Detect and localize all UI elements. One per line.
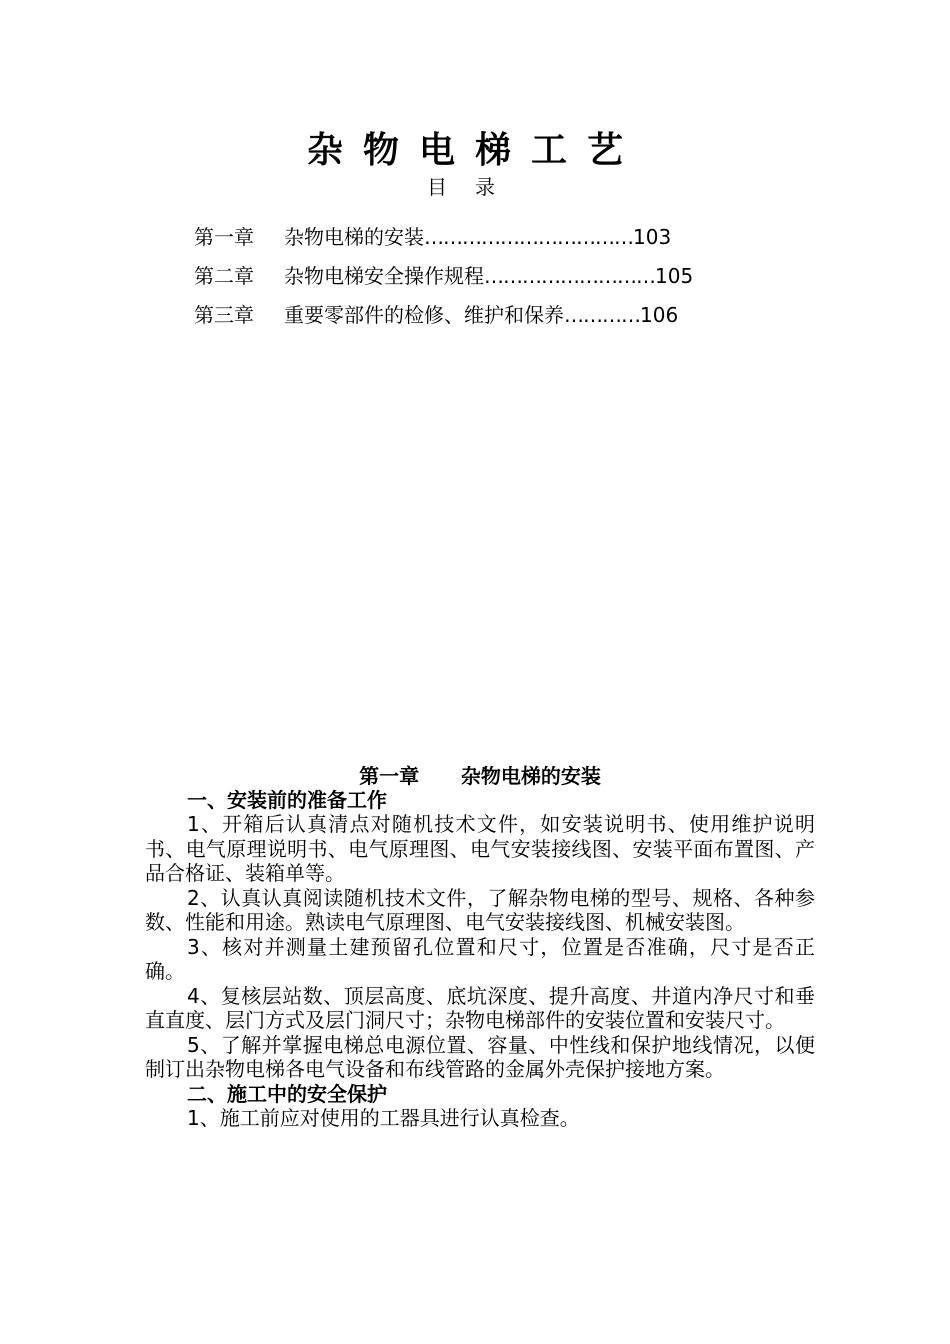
toc-heading: 目录 (427, 175, 523, 199)
chapter-content (145, 764, 815, 1130)
paragraph: 2、认真认真阅读随机技术文件，了解杂物电梯的型号、规格、各种参数、性能和用途。熟读电气原理图、电气安装接线图、机械安装图。 (145, 885, 815, 934)
toc-chapter-title: 杂物电梯安全操作规程 (284, 264, 484, 288)
toc-entry (194, 224, 671, 250)
paragraph: 4、复核层站数、顶层高度、底坑深度、提升高度、井道内净尺寸和垂直直度、层门方式及层门洞尺寸；杂物电梯部件的安装位置和安装尺寸。 (145, 983, 815, 1032)
toc-chapter-number: 第三章 (194, 303, 254, 327)
paragraph: 1、开箱后认真清点对随机技术文件，如安装说明书、使用维护说明书、电气原理说明书、电气原理图、电气安装接线图、安装平面布置图、产品合格证、装箱单等。 (145, 812, 815, 885)
paragraph: 5、了解并掌握电梯总电源位置、容量、中性线和保护地线情况，以便制订出杂物电梯各电气设备和布线管路的金属外壳保护接地方案。 (145, 1032, 815, 1081)
paragraph: 1、施工前应对使用的工器具进行认真检查。 (187, 1105, 580, 1130)
section-heading: 一、安装前的准备工作 (187, 788, 387, 812)
toc-entry (194, 302, 678, 328)
toc-leader-dots: …………………………… (424, 225, 633, 249)
toc-chapter-number: 第二章 (194, 264, 254, 288)
section-heading: 二、施工中的安全保护 (187, 1081, 387, 1106)
chapter-title: 第一章 杂物电梯的安装 (359, 764, 601, 788)
toc-leader-dots: ……………………… (484, 264, 655, 288)
toc-entry (194, 263, 693, 289)
toc-leader-dots: ………… (564, 303, 640, 327)
toc-chapter-number: 第一章 (194, 225, 254, 249)
paragraph: 3、核对并测量土建预留孔位置和尺寸，位置是否准确，尺寸是否正确。 (145, 934, 815, 983)
page-title: 杂物电梯工艺 (306, 129, 643, 171)
toc-chapter-title: 重要零部件的检修、维护和保养 (284, 303, 564, 327)
toc-page-number: 106 (640, 303, 679, 327)
toc-page-number: 103 (633, 225, 672, 249)
toc-page-number: 105 (655, 264, 694, 288)
toc-chapter-title: 杂物电梯的安装 (284, 225, 424, 249)
